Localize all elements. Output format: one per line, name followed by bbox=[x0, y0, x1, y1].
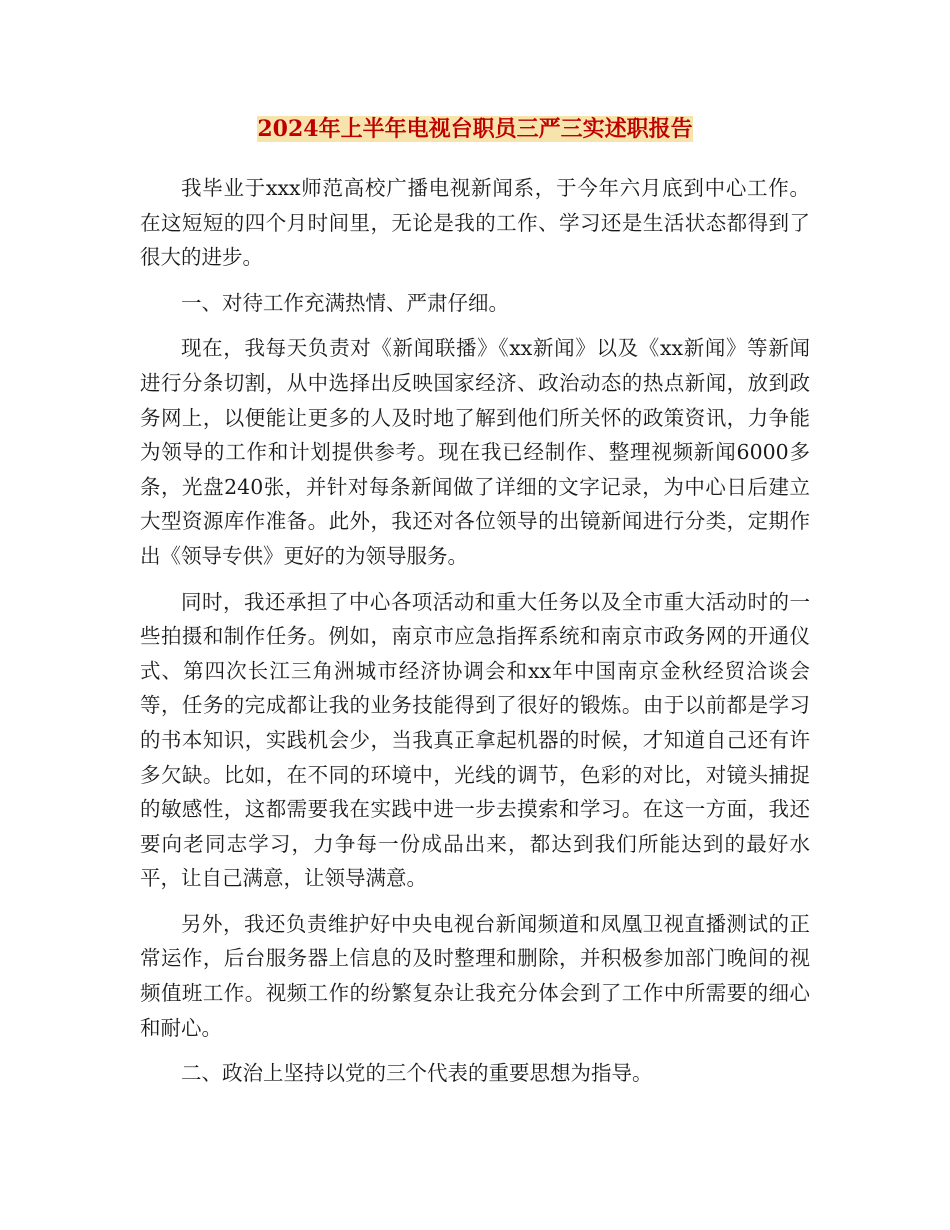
document-title-text: 2024年上半年电视台职员三严三实述职报告 bbox=[257, 116, 693, 142]
document-body bbox=[140, 171, 810, 1102]
paragraph-filming-tasks: 同时，我还承担了中心各项活动和重大任务以及全市重大活动时的一些拍摄和制作任务。例如，南京市应急指挥系统和南京市政务网的开通仪式、第四次长江三角洲城市经济协调会和xx年中国南京金秋经贸洽谈会等，任务的完成都让我的业务技能得到了很好的锻炼。由于以前都是学习的书本知识，实践机会少，当我真正拿起机器的时候，才知道自己还有许多欠缺。比如，在不同的环境中，光线的调节，色彩的对比，对镜头捕捉的敏感性，这都需要我在实践中进一步去摸索和学习。在这一方面，我还要向老同志学习，力争每一份成品出来，都达到我们所能达到的最好水平，让自己满意，让领导满意。 bbox=[140, 589, 810, 891]
section-heading-2: 二、政治上坚持以党的三个代表的重要思想为指导。 bbox=[181, 1061, 653, 1086]
paragraph-maintenance: 另外，我还负责维护好中央电视台新闻频道和凤凰卫视直播测试的正常运作，后台服务器上信息的及时整理和删除，并积极参加部门晚间的视频值班工作。视频工作的纷繁复杂让我充分体会到了工作中所需要的细心和耐心。 bbox=[140, 911, 810, 1040]
section-heading-1: 一、对待工作充满热情、严肃仔细。 bbox=[181, 290, 509, 315]
document-title bbox=[140, 114, 810, 144]
paragraph-intro: 我毕业于xxx师范高校广播电视新闻系，于今年六月底到中心工作。在这短短的四个月时间里，无论是我的工作、学习还是生活状态都得到了很大的进步。 bbox=[140, 176, 810, 270]
paragraph-news-work: 现在，我每天负责对《新闻联播》《xx新闻》以及《xx新闻》等新闻进行分条切割，从中选择出反映国家经济、政治动态的热点新闻，放到政务网上，以便能让更多的人及时地了解到他们所关怀的政策资讯，力争能为领导的工作和计划提供参考。现在我已经制作、整理视频新闻6000多条，光盘240张，并针对每条新闻做了详细的文字记录，为中心日后建立大型资源库作准备。此外，我还对各位领导的出镜新闻进行分类，定期作出《领导专供》更好的为领导服务。 bbox=[140, 336, 810, 568]
